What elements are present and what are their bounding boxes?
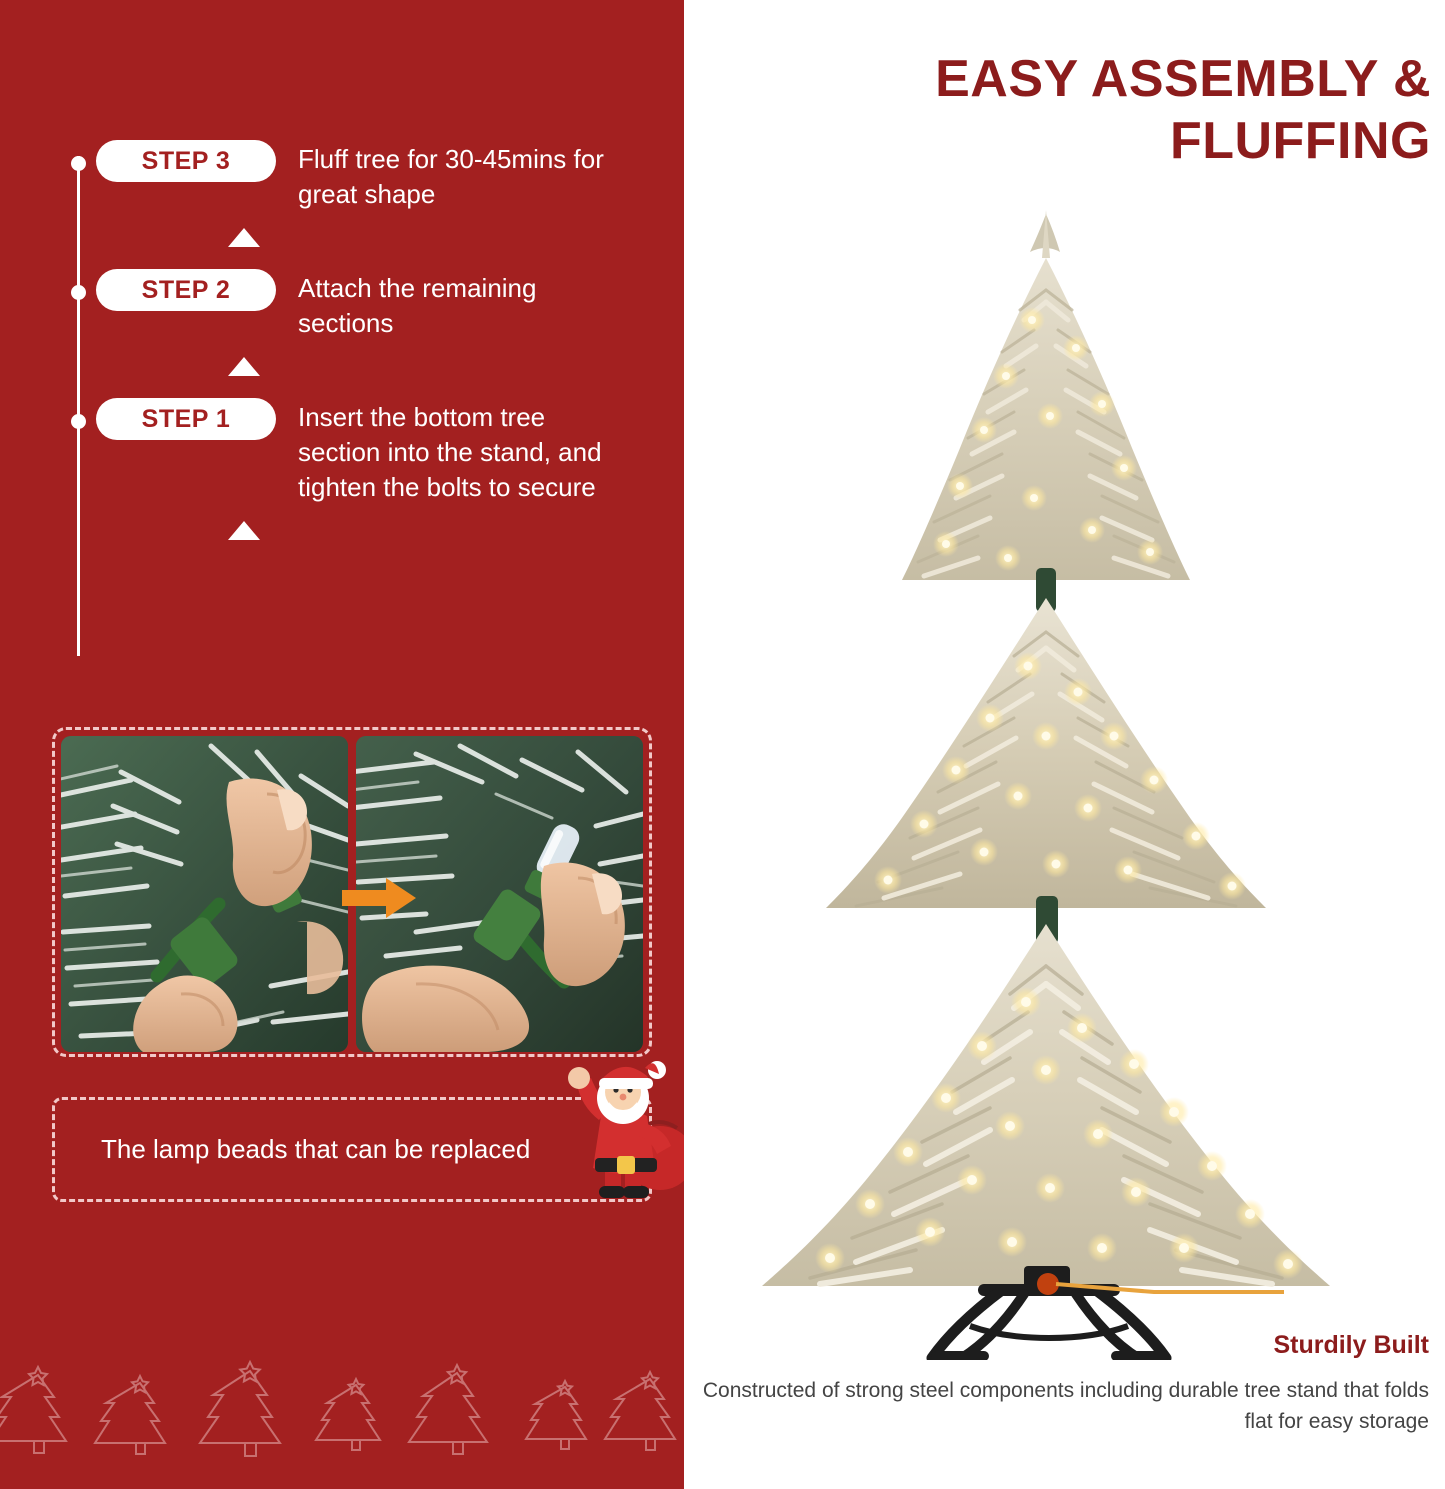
arrow-up-icon [228, 357, 260, 376]
step-bullet-dot [60, 269, 96, 300]
arrow-up-icon [228, 228, 260, 247]
step-row [60, 140, 660, 212]
sturdily-built-description: Constructed of strong steel components including durable tree stand that folds flat for easy storage [702, 1379, 1429, 1433]
transition-arrow-icon [342, 878, 416, 923]
lamp-bead-banner [52, 1097, 652, 1202]
step-description: Attach the remaining sections [298, 273, 537, 338]
headline [691, 48, 1431, 172]
step-pill-label: STEP 3 [96, 140, 276, 182]
lamp-bead-banner-text: The lamp beads that can be replaced [101, 1134, 531, 1164]
sturdily-built-title: Sturdily Built [1273, 1331, 1429, 1359]
photo-remove-bead [61, 736, 348, 1052]
step-pill-label: STEP 2 [96, 269, 276, 311]
tree-sections-illustration [684, 180, 1445, 1360]
lamp-bead-photo-pair [52, 727, 652, 1057]
step-row [60, 269, 660, 341]
left-panel [0, 0, 684, 1489]
santa-claus-icon [553, 1054, 684, 1204]
step-pill-label: STEP 1 [96, 398, 276, 440]
step-bullet-dot [60, 398, 96, 429]
headline-line-1: EASY ASSEMBLY & [935, 50, 1431, 108]
step-description: Insert the bottom tree section into the stand, and tighten the bolts to secure [298, 402, 602, 502]
step-row [60, 398, 660, 505]
step-bullet-dot [60, 140, 96, 171]
decorative-tree-pattern [0, 1349, 684, 1489]
arrow-up-icon [228, 521, 260, 540]
right-panel [684, 0, 1445, 1489]
assembly-steps [60, 140, 660, 562]
step-description: Fluff tree for 30-45mins for great shape [298, 144, 604, 209]
headline-line-2: FLUFFING [1169, 112, 1431, 170]
